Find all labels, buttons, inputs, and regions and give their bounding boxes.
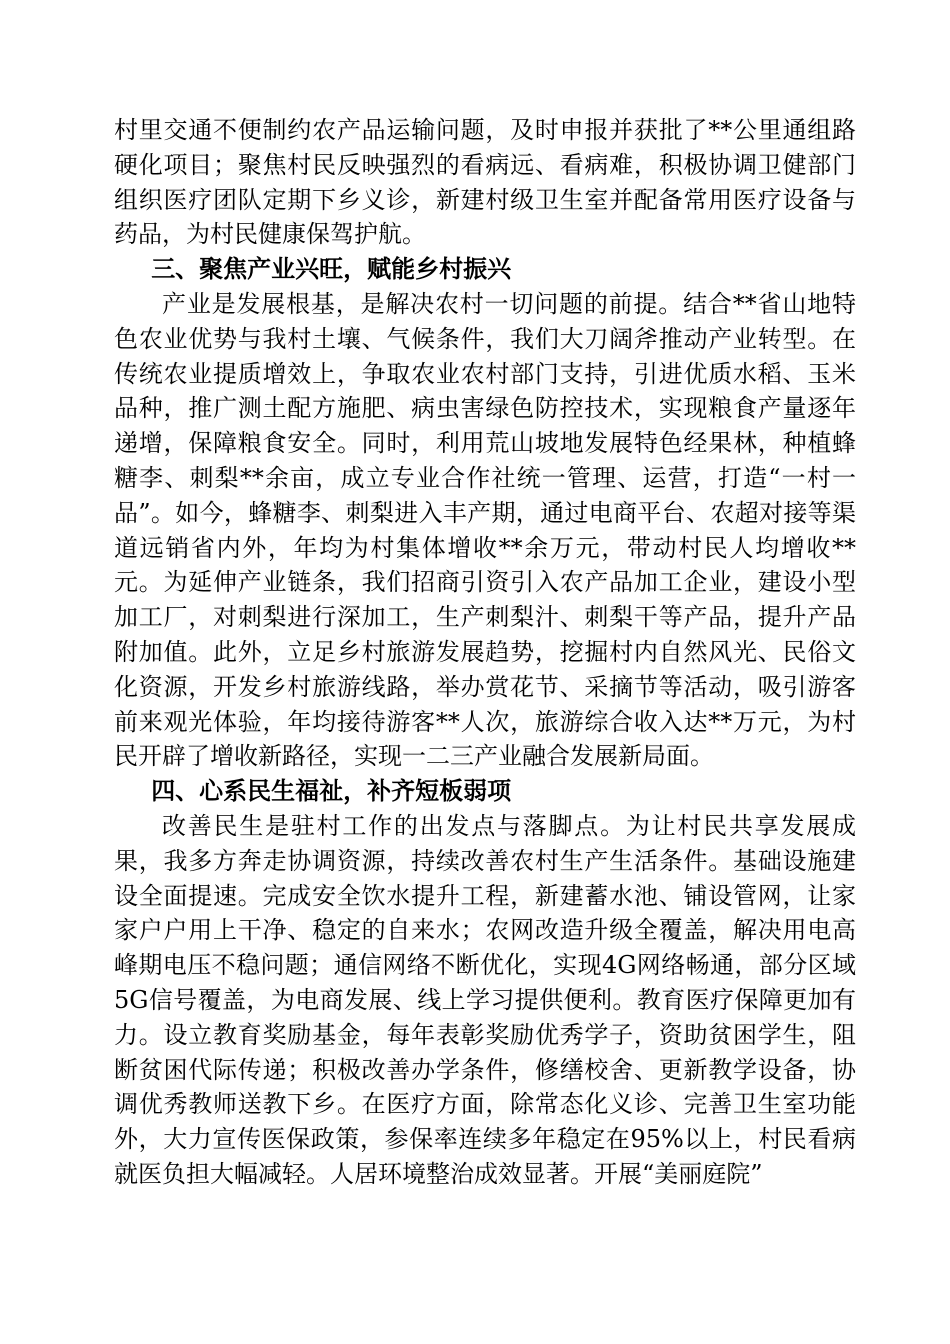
paragraph-continued: 村里交通不便制约农产品运输问题，及时申报并获批了**公里通组路硬化项目；聚焦村民反映强烈的看病远、看病难，积极协调卫健部门组织医疗团队定期下乡义诊，新建村级卫生室并配备常用医疗设备与药品，为村民健康保驾护航。 — [114, 116, 856, 249]
section-heading-4: 四、心系民生福祉，补齐短板弱项 — [151, 777, 512, 806]
paragraph-industry: 产业是发展根基，是解决农村一切问题的前提。结合**省山地特色农业优势与我村土壤、气候条件，我们大刀阔斧推动产业转型。在传统农业提质增效上，争取农业农村部门支持，引进优质水稻、玉米品种，推广测土配方施肥、病虫害绿色防控技术，实现粮食产量逐年递增，保障粮食安全。同时，利用荒山坡地发展特色经果林，种植蜂糖李、刺梨**余亩，成立专业合作社统一管理、运营，打造“一村一品”。如今，蜂糖李、刺梨进入丰产期，通过电商平台、农超对接等渠道远销省内外，年均为村集体增收**余万元，带动村民人均增收**元。为延伸产业链条，我们招商引资引入农产品加工企业，建设小型加工厂，对刺梨进行深加工，生产刺梨汁、刺梨干等产品，提升产品附加值。此外，立足乡村旅游发展趋势，挖掘村内自然风光、民俗文化资源，开发乡村旅游线路，举办赏花节、采摘节等活动，吸引游客前来观光体验，年均接待游客**人次，旅游综合收入达**万元，为村民开辟了增收新路径，实现一二三产业融合发展新局面。 — [114, 289, 856, 771]
paragraph-livelihood: 改善民生是驻村工作的出发点与落脚点。为让村民共享发展成果，我多方奔走协调资源，持续改善农村生产生活条件。基础设施建设全面提速。完成安全饮水提升工程，新建蓄水池、铺设管网，让家家户户用上干净、稳定的自来水；农网改造升级全覆盖，解决用电高峰期电压不稳问题；通信网络不断优化，实现4G网络畅通，部分区域5G信号覆盖，为电商发展、线上学习提供便利。教育医疗保障更加有力。设立教育奖励基金，每年表彰奖励优秀学子，资助贫困学生，阻断贫困代际传递；积极改善办学条件，修缮校舍、更新教学设备，协调优秀教师送教下乡。在医疗方面，除常态化义诊、完善卫生室功能外，大力宣传医保政策，参保率连续多年稳定在95%以上，村民看病就医负担大幅减轻。人居环境整治成效显著。开展“美丽庭院” — [114, 811, 856, 1188]
document-body — [114, 113, 856, 1192]
section-heading-3: 三、聚焦产业兴旺，赋能乡村振兴 — [151, 255, 512, 284]
